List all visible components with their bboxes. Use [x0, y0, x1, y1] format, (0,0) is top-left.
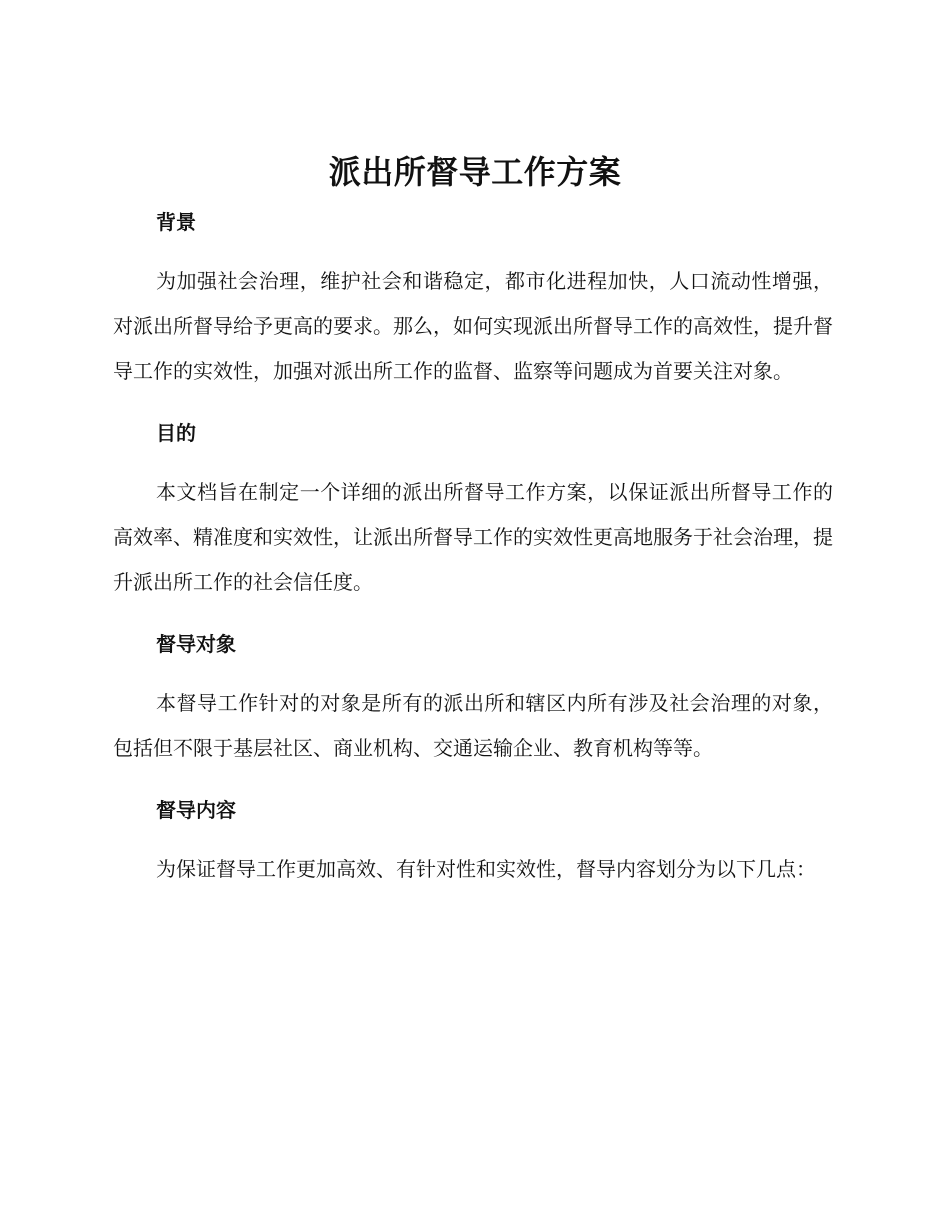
section-heading: 督导对象: [156, 632, 236, 656]
section-paragraph: 本文档旨在制定一个详细的派出所督导工作方案，以保证派出所督导工作的高效率、精准度和实效性，让派出所督导工作的实效性更高地服务于社会治理，提升派出所工作的社会信任度。: [113, 480, 833, 594]
section-heading: 目的: [156, 421, 196, 445]
section-paragraph: 为加强社会治理，维护社会和谐稳定，都市化进程加快，人口流动性增强，对派出所督导给予更高的要求。那么，如何实现派出所督导工作的高效性，提升督导工作的实效性，加强对派出所工作的监督、监察等问题成为首要关注对象。: [113, 269, 833, 383]
section-paragraph: 为保证督导工作更加高效、有针对性和实效性，督导内容划分为以下几点：: [156, 857, 816, 881]
section-purpose: [113, 414, 833, 605]
section-target: [113, 625, 833, 771]
section-heading: 背景: [156, 210, 196, 234]
document-body: [113, 203, 833, 892]
section-background: [113, 203, 833, 394]
section-content: [113, 791, 833, 892]
section-heading: 督导内容: [156, 798, 236, 822]
page-title: 派出所督导工作方案: [328, 153, 622, 191]
section-paragraph: 本督导工作针对的对象是所有的派出所和辖区内所有涉及社会治理的对象，包括但不限于基层社区、商业机构、交通运输企业、教育机构等等。: [113, 691, 833, 760]
